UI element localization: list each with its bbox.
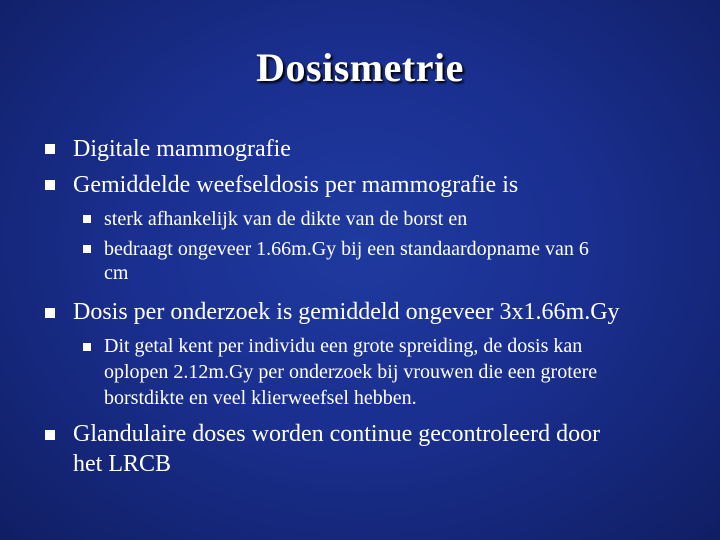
bullet-text: Gemiddelde weefseldosis per mammografie is: [73, 172, 519, 198]
bullet-square-icon: [83, 343, 91, 351]
bullet-square-icon: [45, 430, 55, 440]
bullet-text: Dosis per onderzoek is gemiddeld ongeveer 3x1.66m.Gy: [73, 299, 620, 325]
bullet-square-icon: [83, 245, 91, 253]
bullet-square-icon: [45, 144, 55, 154]
sub-bullet-text: sterk afhankelijk van de dikte van de borst en: [104, 208, 468, 230]
sub-bullet-text-line-3: borstdikte en veel klierweefsel hebben.: [104, 387, 417, 409]
bullet-text-line-1: Glandulaire doses worden continue gecontroleerd door: [73, 421, 601, 447]
slide-title: Dosismetrie: [256, 45, 464, 90]
bullet-square-icon: [45, 180, 55, 190]
bullet-text-line-2: het LRCB: [73, 451, 172, 477]
sub-bullet-text-line-1: Dit getal kent per individu een grote spreiding, de dosis kan: [104, 335, 583, 357]
bullet-square-icon: [45, 308, 55, 318]
sub-bullet-text-line-2: cm: [104, 262, 129, 284]
bullet-text: Digitale mammografie: [73, 136, 291, 162]
sub-bullet-text-line-2: oplopen 2.12m.Gy per onderzoek bij vrouwen die een grotere: [104, 361, 598, 383]
sub-bullet-text-line-1: bedraagt ongeveer 1.66m.Gy bij een standaardopname van 6: [104, 238, 589, 260]
bullet-square-icon: [83, 215, 91, 223]
